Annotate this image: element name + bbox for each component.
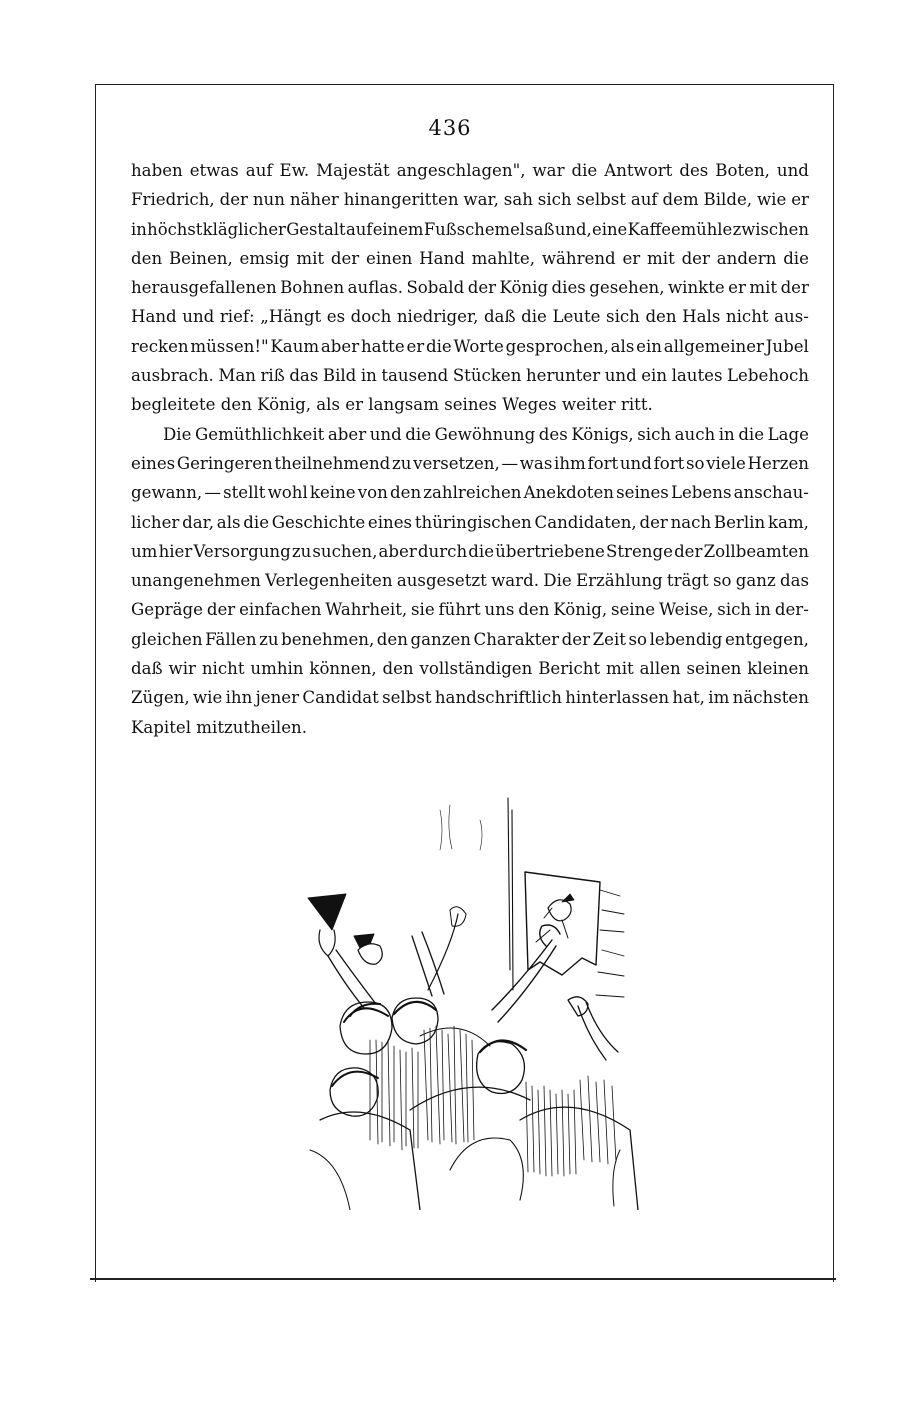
text-line: gleichen Fällen zu benehmen, den ganzen Charakter der Zeit so lebendig entgegen,: [131, 629, 809, 649]
tricorn-hat-icon: [308, 894, 346, 956]
text-line: Die Gemüthlichkeit aber und die Gewöhnung des Königs, sich auch in die Lage: [163, 424, 809, 444]
text-line: ausbrach. Man riß das Bild in tausend Stücken herunter und ein lautes Lebehoch: [131, 366, 809, 386]
paragraph-2: [131, 420, 809, 742]
text-line: Kapitel mitzutheilen.: [131, 717, 308, 737]
text-line: eines Geringeren theilnehmend zu versetzen, — was ihm fort und fort so viele Herzen: [131, 453, 809, 473]
bottom-rule: [90, 1278, 836, 1280]
text-line: haben etwas auf Ew. Majestät angeschlagen", war die Antwort des Boten, und: [131, 161, 809, 180]
text-line: um hier Versorgung zu suchen, aber durch die übertriebene Strenge der Zollbeamten: [131, 541, 809, 561]
engraving-crowd-illustration: [300, 790, 645, 1210]
text-line: in höchst kläglicher Gestalt auf einem Fußschemel saß und, eine Kaffeemühle zwischen: [131, 219, 809, 239]
text-line: Hand und rief: „Hängt es doch niedriger, daß die Leute sich den Hals nicht aus-: [131, 307, 809, 327]
text-line: gewann, — stellt wohl keine von den zahlreichen Anekdoten seines Lebens anschau-: [131, 483, 809, 503]
crowd-shading: [370, 1026, 616, 1176]
body-text: [131, 156, 809, 742]
text-line: den Beinen, emsig mit der einen Hand mahlte, während er mit der andern die: [131, 248, 809, 268]
text-line: unangenehmen Verlegenheiten ausgesetzt ward. Die Erzählung trägt so ganz das: [131, 571, 809, 591]
text-line: herausgefallenen Bohnen auflas. Sobald der König dies gesehen, winkte er mit der: [131, 278, 809, 298]
text-line: daß wir nicht umhin können, den vollständigen Bericht mit allen seinen kleinen: [131, 659, 809, 679]
paragraph-1: [131, 156, 809, 420]
text-line: Friedrich, der nun näher hinangeritten war, sah sich selbst auf dem Bilde, wie er: [131, 190, 809, 210]
text-line: Gepräge der einfachen Wahrheit, sie führt uns den König, seine Weise, sich in der-: [131, 600, 809, 620]
text-line: licher dar, als die Geschichte eines thüringischen Candidaten, der nach Berlin kam,: [131, 512, 809, 532]
page-number: 436: [428, 116, 472, 140]
crowd-heads-icon: [330, 998, 526, 1116]
text-line: begleitete den König, als er langsam seines Weges weiter ritt.: [131, 395, 653, 415]
text-line: recken müssen!" Kaum aber hatte er die Worte gesprochen, als ein allgemeiner Jubel: [131, 336, 809, 356]
text-line: Zügen, wie ihn jener Candidat selbst handschriftlich hinterlassen hat, im nächsten: [131, 688, 809, 708]
